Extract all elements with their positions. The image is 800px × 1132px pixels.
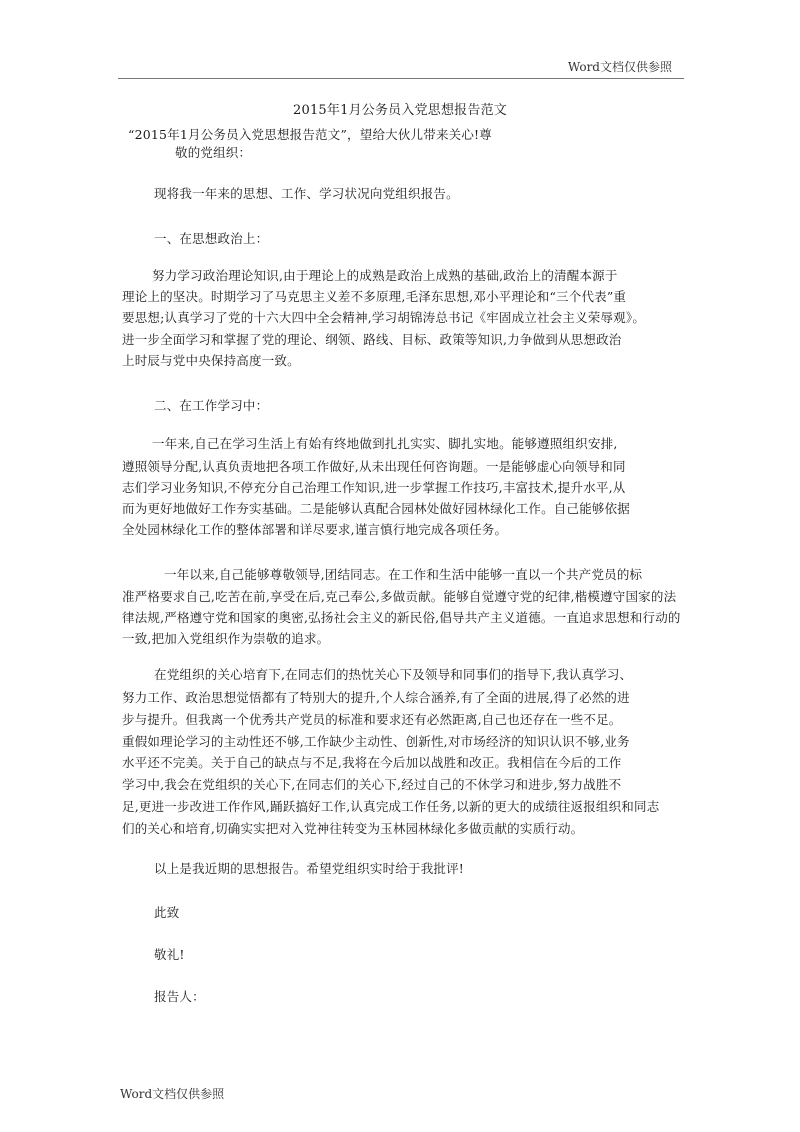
intro-line: 敬的党组织： [175,145,252,160]
section1-line: 要思想;认真学习了党的十六大四中全会精神,学习胡锦涛总书记《牢固成立社会主义荣辱观》。 [122,310,646,325]
section2-para1-line: 全处园林绿化工作的整体部署和详尽要求,谨言慎行地完成各项任务。 [122,522,508,537]
section2-para1-line: 志们学习业务知识,不停充分自己治理工作知识,进一步掌握工作技巧,丰富技术,提升水平,从 [122,480,626,495]
section2-para2-line: 一年以来,自己能够尊敬领导,团结同志。在工作和生活中能够一直以一个共产党员的标 [164,567,643,582]
section2-para3-line: 足,更进一步改进工作作风,踊跃搞好工作,认真完成工作任务,以新的更大的成绩往返报组织和同志 [122,799,660,814]
closing-salute: 敬礼! [154,947,185,962]
section2-para3-line: 水平还不完美。关于自己的缺点与不足,我将在今后加以战胜和改正。我相信在今后的工作 [122,755,622,770]
section2-para3-line: 学习中,我会在党组织的关心下,在同志们的关心下,经过自己的不休学习和进步,努力战胜不 [122,777,622,792]
document-title: 2015年1月公务员入党思想报告范文 [293,103,507,118]
section1-line: 理论上的坚决。时期学习了马克思主义差不多原理,毛泽东思想,邓小平理论和“三个代表”重 [122,289,627,304]
section1-line: 努力学习政治理论知识,由于理论上的成熟是政治上成熟的基础,政治上的清醒本源于 [152,268,618,283]
section2-para3-line: 重假如理论学习的主动性还不够,工作缺少主动性、创新性,对市场经济的知识认识不够,业务 [122,734,630,749]
section2-para2-line: 一致,把加入党组织作为崇敬的追求。 [122,631,330,646]
closing-line: 以上是我近期的思想报告。希望党组织实时给于我批评! [154,861,465,876]
section2-para2-line: 准严格要求自己,吃苦在前,享受在后,克己奉公,多做贡献。能够自觉遵守党的纪律,楷模遵守国家的法 [122,589,677,604]
section2-para1-line: 一年来,自己在学习生活上有始有终地做到扎扎实实、脚扎实地。能够遵照组织安排, [152,436,618,451]
reporter-label: 报告人： [154,989,205,1004]
footer-label: Word文档仅供参照 [120,1087,225,1101]
section2-para1-line: 遵照领导分配,认真负责地把各项工作做好,从未出现任何咨询题。一是能够虚心向领导和同 [122,459,626,474]
intro-line: “2015年1月公务员入党思想报告范文”，望给大伙儿带来关心!尊 [128,127,492,142]
section2-para3-line: 努力工作、政治思想觉悟都有了特别大的提升,个人综合涵养,有了全面的进展,得了必然的进 [122,690,630,705]
section2-para3-line: 在党组织的关心培育下,在同志们的热忱关心下及领导和同事们的指导下,我认真学习、 [154,667,633,682]
section2-para1-line: 而为更好地做好工作夯实基础。二是能够认真配合园林处做好园林绿化工作。自己能够依据 [122,501,631,516]
section1-line: 上时辰与党中央保持高度一致。 [122,353,300,368]
header-label: Word文档仅供参照 [567,60,672,74]
section1-line: 进一步全面学习和掌握了党的理论、纲领、路线、目标、政策等知识,力争做到从思想政治 [122,332,622,347]
section1-heading: 一、在思想政治上： [154,231,269,246]
section2-para3-line: 们的关心和培育,切确实实把对入党神往转变为玉林园林绿化多做贡献的实质行动。 [122,821,584,836]
opening-line: 现将我一年来的思想、工作、学习状况向党组织报告。 [154,186,459,201]
section2-para2-line: 律法规,严格遵守党和国家的奥密,弘扬社会主义的新民俗,倡导共产主义道德。一直追求思想和行动的 [122,610,681,625]
closing-salutation: 此致 [154,905,180,920]
section2-heading: 二、在工作学习中： [154,398,269,413]
section2-para3-line: 步与提升。但我离一个优秀共产党员的标准和要求还有必然距离,自己也还存在一些不足。 [122,712,622,727]
header-rule [118,78,684,79]
